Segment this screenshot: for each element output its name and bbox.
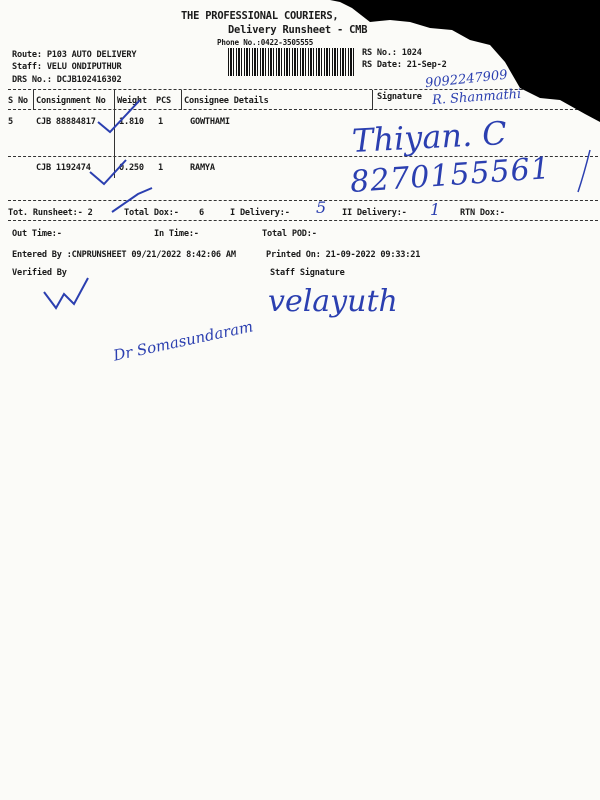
verified-by-label: Verified By: [12, 268, 67, 278]
handwritten-i-delivery-count: 5: [316, 198, 327, 217]
staff-signature-label: Staff Signature: [270, 268, 345, 278]
handwritten-name-top: R. Shanmathi: [431, 86, 522, 109]
handwritten-phone-top: 9092247909: [424, 67, 509, 92]
phone-number: Phone No.:0422-3505555: [217, 38, 314, 47]
document-title: Delivery Runsheet - CMB: [228, 24, 368, 36]
row-consignment: CJB 1192474: [36, 163, 91, 173]
row-weight: 0.250: [119, 163, 144, 173]
total-dox-label: Total Dox:-: [124, 208, 179, 218]
rs-date: RS Date: 21-Sep-2: [362, 60, 447, 70]
total-pod-label: Total POD:-: [262, 229, 317, 239]
row-sno: 5: [8, 117, 13, 127]
company-name: THE PROFESSIONAL COURIERS,: [181, 10, 339, 22]
route-label: Route: P103 AUTO DELIVERY: [12, 50, 137, 60]
col-header-consignee: Consignee Details: [184, 96, 269, 106]
row-pcs: 1: [158, 163, 163, 173]
col-header-weight: Weight: [117, 96, 147, 106]
total-runsheet: Tot. Runsheet:- 2: [8, 208, 93, 218]
i-delivery-label: I Delivery:-: [230, 208, 290, 218]
row-weight: 1.810: [119, 117, 144, 127]
handwritten-ii-delivery-count: 1: [430, 200, 441, 219]
ii-delivery-label: II Delivery:-: [342, 208, 407, 218]
col-header-sno: S No: [8, 96, 28, 106]
row-pcs: 1: [158, 117, 163, 127]
entered-by: Entered By :CNPRUNSHEET 09/21/2022 8:42:06 AM: [12, 250, 236, 260]
handwritten-verifier-signature: Dr Somasundaram: [111, 317, 255, 365]
out-time-label: Out Time:-: [12, 229, 62, 239]
col-header-pcs: PCS: [156, 96, 171, 106]
row-consignee: RAMYA: [190, 163, 215, 173]
total-dox-value: 6: [199, 208, 204, 218]
staff-label: Staff: VELU ONDIPUTHUR: [12, 62, 122, 72]
rs-number: RS No.: 1024: [362, 48, 422, 58]
col-header-consignment: Consignment No: [36, 96, 106, 106]
row-consignee: GOWTHAMI: [190, 117, 230, 127]
col-header-signature: Signature: [377, 92, 422, 102]
rtn-dox-label: RTN Dox:-: [460, 208, 505, 218]
in-time-label: In Time:-: [154, 229, 199, 239]
handwritten-staff-signature: velayuth: [268, 284, 398, 319]
handwritten-phone-big: 8270155561: [349, 151, 552, 200]
row-consignment: CJB 88884817: [36, 117, 96, 127]
drs-number: DRS No.: DCJB102416302: [12, 75, 122, 85]
printed-on: Printed On: 21-09-2022 09:33:21: [266, 250, 421, 260]
handwritten-name-big: Thiyan. C: [351, 113, 508, 161]
